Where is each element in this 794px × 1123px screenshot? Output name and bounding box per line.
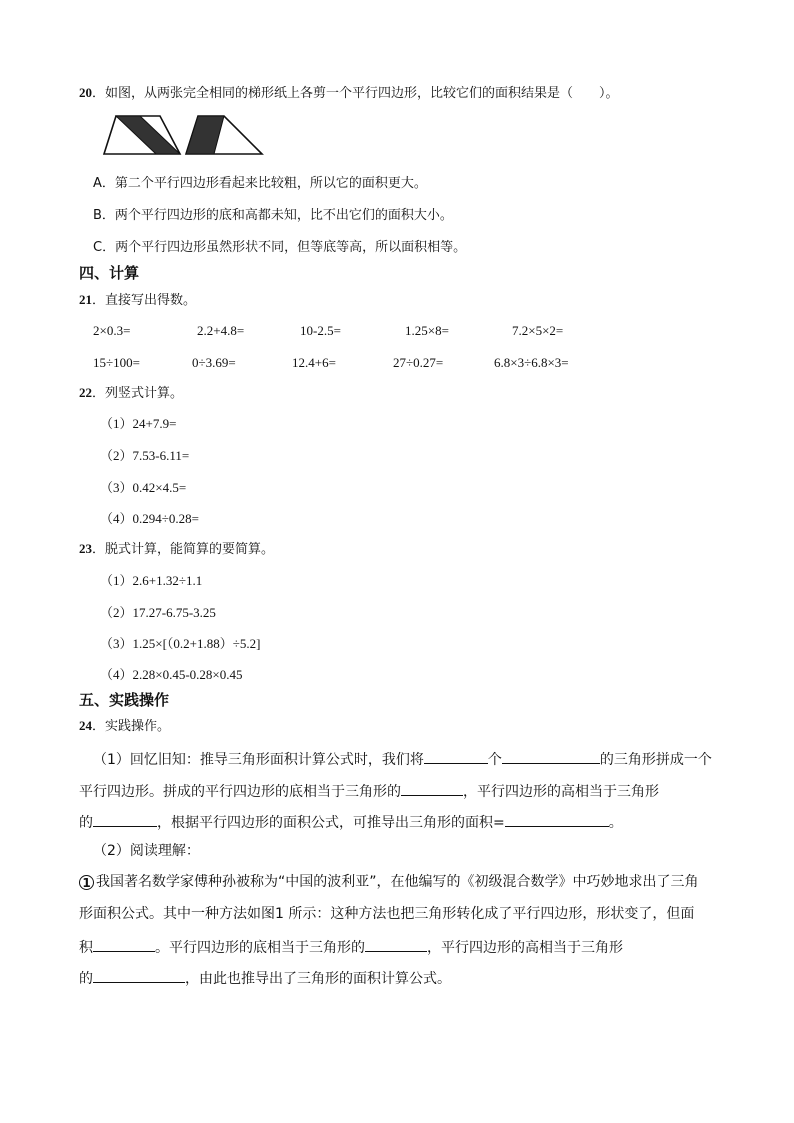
calc-item: 12.4+6= <box>292 355 336 370</box>
calc-item: 0÷3.69= <box>192 355 236 370</box>
answer-blank[interactable] <box>93 812 157 827</box>
sub-item: （3）0.42×4.5= <box>100 480 187 495</box>
answer-blank[interactable] <box>93 968 185 983</box>
option-c: C．两个平行四边形虽然形状不同，但等底等高，所以面积相等。 <box>93 240 467 255</box>
answer-blank[interactable] <box>365 937 427 952</box>
question-number: 24 <box>79 718 92 733</box>
question-21 <box>79 292 196 309</box>
question-23 <box>79 541 274 558</box>
calc-item: 10-2.5= <box>300 323 341 338</box>
question-text: ．实践操作。 <box>92 719 171 734</box>
section-heading: 五、实践操作 <box>79 691 170 709</box>
paragraph-line: 平行四边形。拼成的平行四边形的底相当于三角形的 ，平行四边形的高相当于三角形 <box>79 781 659 800</box>
question-24 <box>79 718 170 735</box>
answer-blank[interactable] <box>502 749 600 764</box>
question-20 <box>79 85 619 102</box>
reading-title: （2）阅读理解： <box>93 843 200 859</box>
option-a: A．第二个平行四边形看起来比较粗，所以它的面积更大。 <box>93 176 427 191</box>
paragraph-line: 积 。平行四边形的底相当于三角形的 ，平行四边形的高相当于三角形 <box>79 937 623 956</box>
calc-item: 15÷100= <box>93 355 140 370</box>
sub-item: （4）2.28×0.45-0.28×0.45 <box>100 667 243 682</box>
sub-item: （2）7.53-6.11= <box>100 448 190 463</box>
sub-item: （1）2.6+1.32÷1.1 <box>100 573 203 588</box>
paragraph-line: 形面积公式。其中一种方法如图1 所示：这种方法也把三角形转化成了平行四边形，形状变了，但面 <box>79 906 695 922</box>
circled-number-icon: 1 <box>79 875 94 890</box>
calc-item: 2.2+4.8= <box>197 323 245 338</box>
paragraph-line: （1）回忆旧知：推导三角形面积计算公式时，我们将 个 的三角形拼成一个 <box>93 749 712 768</box>
trapezoid-1 <box>104 116 180 154</box>
paragraph-line: 的 ，根据平行四边形的面积公式，可推导出三角形的面积= 。 <box>79 812 623 831</box>
paragraph-line: 1 我国著名数学家傅种孙被称为“中国的波利亚”，在他编写的《初级混合数学》中巧妙地求出了三角 <box>79 874 699 890</box>
answer-blank[interactable] <box>505 812 609 827</box>
question-text: ．脱式计算，能简算的要简算。 <box>92 542 275 557</box>
section-heading: 四、计算 <box>79 264 140 282</box>
question-number: 23 <box>79 541 92 556</box>
question-text: ．如图，从两张完全相同的梯形纸上各剪一个平行四边形，比较它们的面积结果是（ ）。 <box>92 86 619 101</box>
calc-item: 7.2×5×2= <box>512 323 564 338</box>
question-text: ．直接写出得数。 <box>92 293 197 308</box>
sub-item: （3）1.25×[（0.2+1.88）÷5.2] <box>100 636 261 651</box>
calc-item: 27÷0.27= <box>393 355 444 370</box>
question-22 <box>79 385 183 402</box>
question-number: 20 <box>79 85 92 100</box>
answer-blank[interactable] <box>424 749 488 764</box>
paragraph-line: 的 ，由此也推导出了三角形的面积计算公式。 <box>79 968 451 987</box>
calc-item: 6.8×3÷6.8×3= <box>494 355 569 370</box>
trapezoid-2 <box>186 116 262 154</box>
trapezoid-figures <box>100 112 266 158</box>
sub-item: （1）24+7.9= <box>100 416 177 431</box>
option-b: B．两个平行四边形的底和高都未知，比不出它们的面积大小。 <box>93 208 453 223</box>
answer-blank[interactable] <box>401 781 463 796</box>
answer-blank[interactable] <box>93 937 155 952</box>
question-text: ．列竖式计算。 <box>92 386 184 401</box>
question-number: 22 <box>79 385 92 400</box>
sub-item: （2）17.27-6.75-3.25 <box>100 605 216 620</box>
sub-item: （4）0.294÷0.28= <box>100 511 199 526</box>
question-number: 21 <box>79 292 92 307</box>
calc-item: 2×0.3= <box>93 323 131 338</box>
calc-item: 1.25×8= <box>405 323 449 338</box>
